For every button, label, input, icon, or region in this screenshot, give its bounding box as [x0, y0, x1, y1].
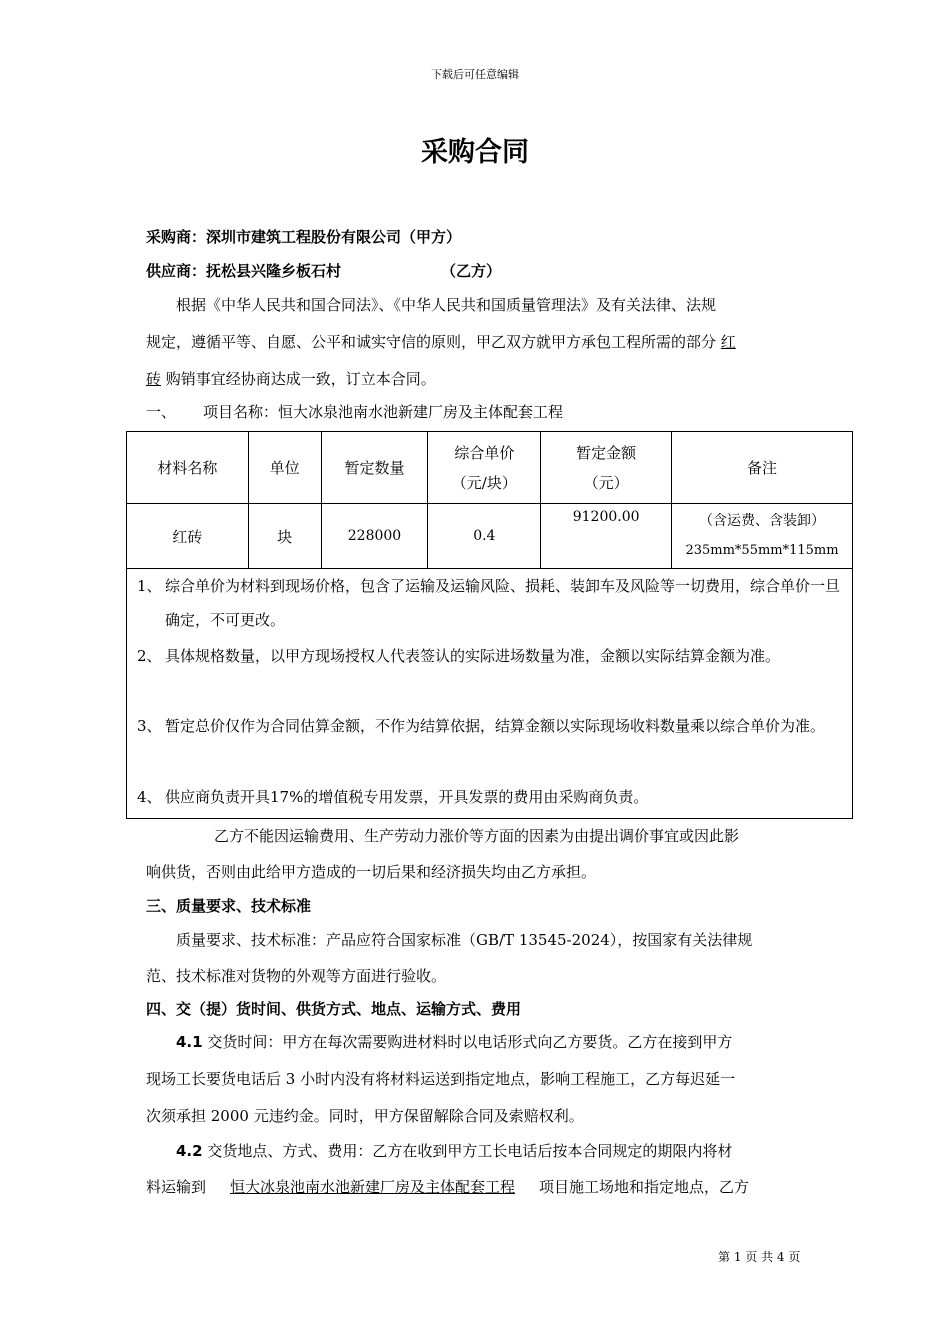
- buyer-label: 采购商：: [146, 228, 207, 246]
- intro-line-2: [146, 331, 736, 352]
- supplier-name: 抚松县兴隆乡板石村: [206, 262, 342, 280]
- table-row: [127, 504, 853, 569]
- note-3-number: 3、: [137, 717, 162, 735]
- clause-4-2-text-1: 交货地点、方式、费用：乙方在收到甲方工长电话后按本合同规定的期限内将材: [207, 1142, 733, 1160]
- section-1-heading: [146, 401, 564, 422]
- header-unit: 单位: [248, 432, 321, 504]
- cell-remark: [672, 504, 853, 569]
- materials-table: [126, 431, 853, 569]
- price-clause-line-2: 响供货，否则由此给甲方造成的一切后果和经济损失均由乙方承担。: [146, 863, 597, 881]
- cell-remark-line-1: （含运费、含装卸）: [699, 513, 826, 529]
- clause-4-1-line-2: 现场工长要货电话后 3 小时内没有将材料运送到指定地点，影响工程施工，乙方每迟延一: [146, 1070, 736, 1088]
- clause-4-1-line-1: [176, 1031, 732, 1052]
- intro-line-2-text: 规定，遵循平等、自愿、公平和诚实守信的原则，甲乙双方就甲方承包工程所需的部分: [146, 333, 717, 351]
- material-underline-1: 红: [720, 333, 736, 351]
- note-4: [137, 780, 847, 814]
- header-unit-price-label: 综合单价: [454, 443, 515, 462]
- supplier-line: [146, 260, 502, 281]
- quality-line-2: 范、技术标准对货物的外观等方面进行验收。: [146, 967, 447, 985]
- intro-line-3: [146, 368, 436, 389]
- supplier-party: （乙方）: [441, 262, 502, 280]
- note-1: [137, 569, 847, 637]
- clause-4-1-number: 4.1: [176, 1033, 203, 1051]
- note-3: [137, 709, 847, 743]
- clause-4-2-line-2: [146, 1176, 749, 1197]
- buyer-line: [146, 226, 461, 247]
- intro-line-1: 根据《中华人民共和国合同法》、《中华人民共和国质量管理法》及有关法律、法规: [176, 296, 717, 314]
- cell-remark-line-2: 235mm*55mm*115mm: [685, 543, 839, 558]
- project-name-underline: 恒大冰泉池南水池新建厂房及主体配套工程: [230, 1178, 516, 1196]
- cell-amount: 91200.00: [541, 504, 672, 569]
- note-4-text: 供应商负责开具17%的增值税专用发票，开具发票的费用由采购商负责。: [165, 788, 649, 806]
- clause-4-2-text-2a: 料运输到: [146, 1178, 207, 1196]
- cell-material: 红砖: [127, 504, 249, 569]
- header-material: 材料名称: [127, 432, 249, 504]
- clause-4-1-text-1: 交货时间：甲方在每次需要购进材料时以电话形式向乙方要货。乙方在接到甲方: [207, 1033, 733, 1051]
- note-2: [137, 639, 847, 673]
- clause-4-2-text-2c: 项目施工场地和指定地点，乙方: [539, 1178, 750, 1196]
- note-3-text: 暂定总价仅作为合同估算金额，不作为结算依据，结算金额以实际现场收料数量乘以综合单价为准。: [165, 717, 826, 735]
- note-2-text: 具体规格数量，以甲方现场授权人代表签认的实际进场数量为准，金额以实际结算金额为准。: [165, 647, 781, 665]
- header-amount-label: 暂定金额: [576, 443, 637, 462]
- supplier-label: 供应商：: [146, 262, 207, 280]
- material-underline-2: 砖: [146, 370, 162, 388]
- buyer-name: 深圳市建筑工程股份有限公司（甲方）: [206, 228, 462, 246]
- header-unit-price: [428, 432, 541, 504]
- header-amount-unit: （元）: [583, 473, 629, 492]
- note-1-number: 1、: [137, 577, 162, 595]
- cell-unit-price: 0.4: [428, 504, 541, 569]
- intro-line-3-text: 购销事宜经协商达成一致，订立本合同。: [165, 370, 436, 388]
- header-unit-price-unit: （元/块）: [451, 473, 517, 492]
- table-header-row: [127, 432, 853, 504]
- page-footer: 第 1 页 共 4 页: [718, 1250, 801, 1264]
- cell-unit: 块: [248, 504, 321, 569]
- note-2-number: 2、: [137, 647, 162, 665]
- cell-quantity: 228000: [321, 504, 428, 569]
- table-notes: [126, 568, 853, 819]
- clause-4-2-number: 4.2: [176, 1142, 203, 1160]
- note-4-number: 4、: [137, 788, 162, 806]
- document-title: 采购合同: [421, 137, 529, 168]
- section-1-title: 项目名称：恒大冰泉池南水池新建厂房及主体配套工程: [203, 403, 564, 421]
- header-note: 下载后可任意编辑: [431, 68, 519, 81]
- header-amount: [541, 432, 672, 504]
- header-remark: 备注: [672, 432, 853, 504]
- quality-line-1: 质量要求、技术标准：产品应符合国家标准（GB/T 13545-2024），按国家有关法律规: [176, 931, 753, 949]
- note-1-text: 综合单价为材料到现场价格，包含了运输及运输风险、损耗、装卸车及风险等一切费用，综合单价一旦确定，不可更改。: [165, 577, 841, 629]
- price-clause-line-1: 乙方不能因运输费用、生产劳动力涨价等方面的因素为由提出调价事宜或因此影: [214, 827, 740, 845]
- clause-4-2-line-1: [176, 1140, 732, 1161]
- section-3-heading: 三、质量要求、技术标准: [146, 897, 312, 915]
- section-1-number: 一、: [146, 403, 177, 421]
- section-4-heading: 四、交（提）货时间、供货方式、地点、运输方式、费用: [146, 1000, 522, 1018]
- clause-4-1-line-3: 次须承担 2000 元违约金。同时，甲方保留解除合同及索赔权利。: [146, 1107, 584, 1125]
- header-quantity: 暂定数量: [321, 432, 428, 504]
